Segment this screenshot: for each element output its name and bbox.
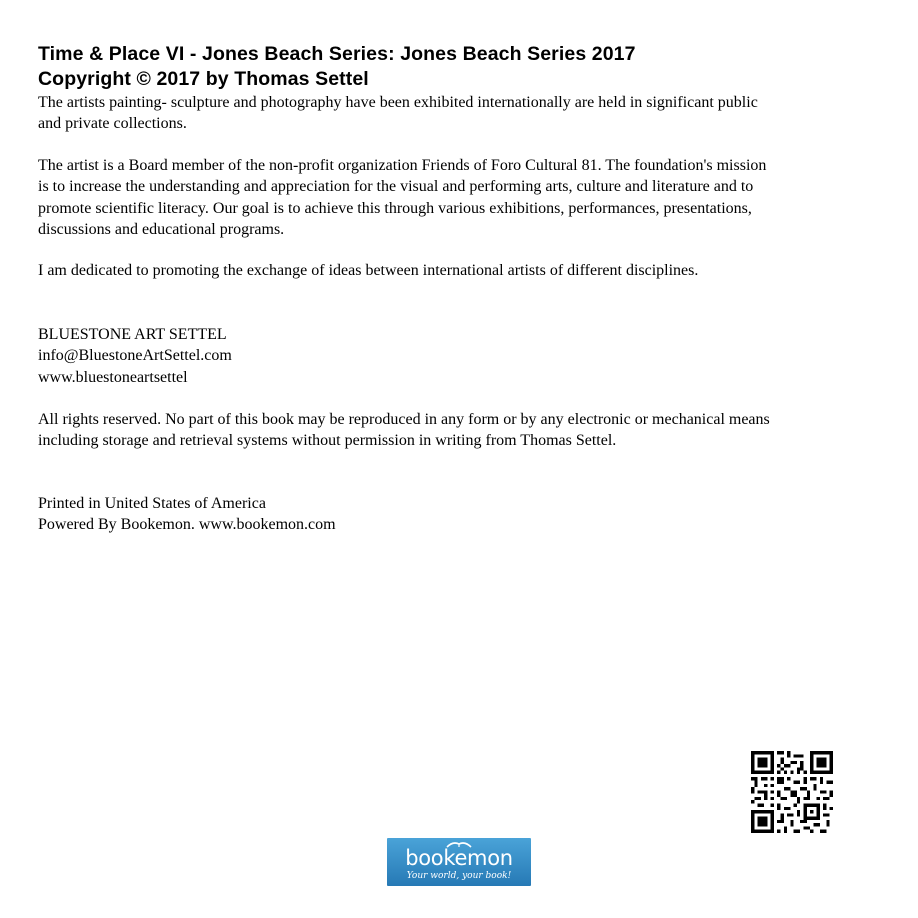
artist-bio-paragraph [38, 92, 883, 135]
dedication-paragraph [38, 260, 883, 281]
contact-name: BLUESTONE ART SETTEL [38, 326, 227, 343]
text-line: including storage and retrieval systems without permission in writing from Thomas Settel. [38, 432, 617, 450]
text-line: I am dedicated to promoting the exchange of ideas between international artists of different disciplines. [38, 262, 699, 279]
foundation-paragraph [38, 155, 883, 240]
printed-in: Printed in United States of America [38, 495, 266, 512]
text-line: The artist is a Board member of the non-profit organization Friends of Foro Cultural 81. The foundation's mission [38, 157, 767, 174]
text-line: promote scientific literacy. Our goal is to achieve this through various exhibitions, performances, presentations, [38, 199, 752, 217]
contact-website[interactable]: www.bluestoneartsettel [38, 368, 188, 386]
book-title: Time & Place VI - Jones Beach Series: Jones Beach Series 2017 [38, 43, 636, 65]
page-heading [38, 42, 636, 92]
rights-paragraph [38, 409, 883, 452]
copyright-line: Copyright © 2017 by Thomas Settel [38, 68, 369, 90]
logo-tagline: Your world, your book! [406, 871, 512, 881]
logo-brand-text: bookemon [405, 846, 513, 870]
qr-code-icon [751, 751, 833, 833]
text-line: and private collections. [38, 115, 187, 133]
contact-block [38, 324, 883, 388]
contact-email[interactable]: info@BluestoneArtSettel.com [38, 347, 232, 365]
bookemon-logo[interactable] [387, 838, 531, 886]
text-line: All rights reserved. No part of this book may be reproduced in any form or by any electronic or mechanical means [38, 411, 770, 428]
text-line: is to increase the understanding and appreciation for the visual and performing arts, culture and literature and to [38, 178, 754, 196]
printing-info [38, 493, 883, 536]
text-line: discussions and educational programs. [38, 220, 285, 238]
powered-by: Powered By Bookemon. www.bookemon.com [38, 516, 336, 534]
text-line: The artists painting- sculpture and photography have been exhibited internationally are held in significant public [38, 94, 758, 111]
